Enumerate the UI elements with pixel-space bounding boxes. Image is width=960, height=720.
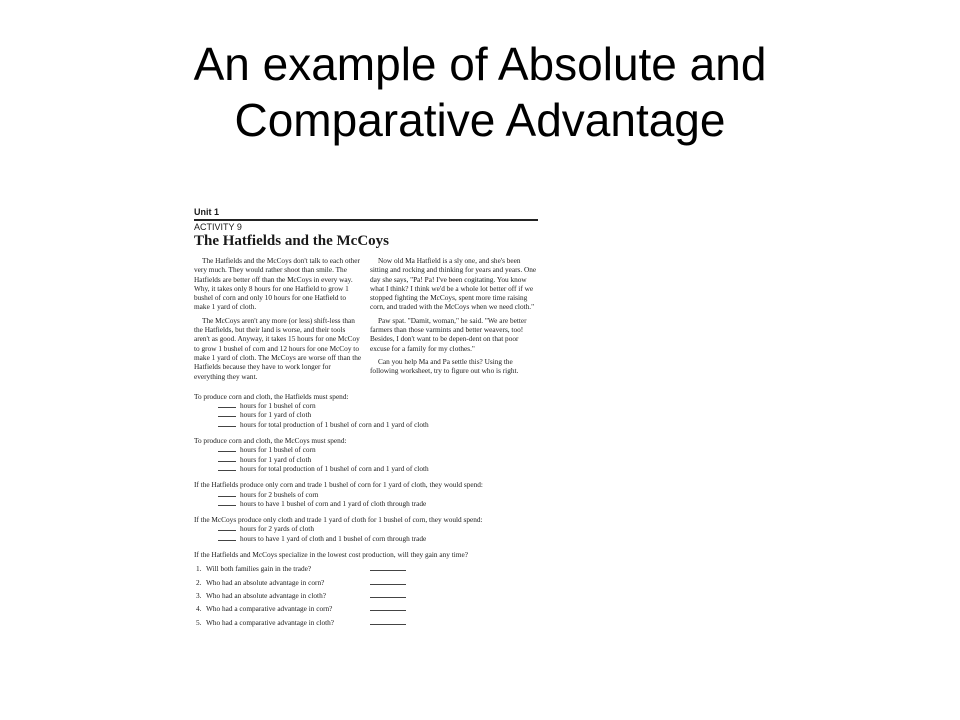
story-columns <box>194 256 538 385</box>
item-text: hours for 1 yard of cloth <box>240 454 312 464</box>
item-text: hours for 2 yards of cloth <box>240 524 314 534</box>
answer-blank[interactable] <box>370 591 406 598</box>
question-row <box>196 591 538 600</box>
question-row <box>196 618 538 627</box>
activity-label: ACTIVITY 9 <box>194 222 242 232</box>
question-text: Will both families gain in the trade? <box>206 564 312 574</box>
answer-blank[interactable] <box>218 464 236 471</box>
worksheet-section <box>194 515 538 543</box>
answer-blank[interactable] <box>370 564 406 571</box>
slide-title-line-2: Comparative Advantage <box>234 94 726 146</box>
story-paragraph: The McCoys aren't any more (or less) shift-less than the Hatfields, but their land is worse, and their tools aren't as good. Anyway, it takes 15 hours for one McCoy to grow 1 bushel of corn and 12 hours for one McCoy to make 1 yard of cloth. The McCoys are worse off than the Hatfields because they have to work longer for everything they want. <box>194 315 362 381</box>
section-heading: If the Hatfields produce only corn and trade 1 bushel of corn for 1 yard of cloth, they would spend: <box>194 480 483 490</box>
question-row <box>196 578 538 587</box>
item-text: hours for total production of 1 bushel of corn and 1 yard of cloth <box>240 419 429 429</box>
fill-in-item <box>218 464 538 473</box>
question-row <box>196 604 538 613</box>
answer-blank[interactable] <box>370 604 406 611</box>
question-number: 1. <box>196 564 202 574</box>
answer-blank[interactable] <box>218 534 236 541</box>
question-text: Who had an absolute advantage in cloth? <box>206 590 326 600</box>
fill-in-item <box>218 455 538 464</box>
answer-blank[interactable] <box>218 420 236 427</box>
answer-blank[interactable] <box>218 445 236 452</box>
answer-blank[interactable] <box>218 490 236 497</box>
answer-blank[interactable] <box>370 578 406 585</box>
story-right-column <box>370 256 538 385</box>
section-heading: To produce corn and cloth, the McCoys must spend: <box>194 436 347 446</box>
story-paragraph: The Hatfields and the McCoys don't talk to each other very much. They would rather shoot than smile. The Hatfields are better off than the McCoys in every way. Why, it takes only 8 hours for one Hatfield to grow 1 bushel of corn and only 10 hours for one Hatfield to make 1 yard of cloth. <box>194 256 360 312</box>
answer-blank[interactable] <box>218 401 236 408</box>
final-question: If the Hatfields and McCoys specialize in the lowest cost production, will they gain any time? <box>194 550 468 560</box>
question-number: 2. <box>196 577 202 587</box>
question-number: 5. <box>196 617 202 627</box>
fill-in-item <box>218 445 538 454</box>
fill-in-item <box>218 420 538 429</box>
fill-in-item <box>218 499 538 508</box>
answer-blank[interactable] <box>218 410 236 417</box>
worksheet-section <box>194 480 538 508</box>
story-paragraph: Can you help Ma and Pa settle this? Using the following worksheet, try to figure out who is right. <box>370 356 519 376</box>
item-text: hours for 2 bushels of corn <box>240 489 319 499</box>
unit-label: Unit 1 <box>194 207 220 217</box>
question-number: 3. <box>196 590 202 600</box>
answer-blank[interactable] <box>218 455 236 462</box>
item-text: hours to have 1 yard of cloth and 1 bushel of corn through trade <box>240 533 427 543</box>
section-heading: If the McCoys produce only cloth and trade 1 yard of cloth for 1 bushel of corn, they would spend: <box>194 515 483 525</box>
worksheet-page <box>194 208 538 678</box>
fill-in-item <box>218 401 538 410</box>
story-left-column <box>194 256 362 385</box>
story-paragraph: Paw spat. "Damit, woman," he said. "We are better farmers than those varmints and better weavers, too! Besides, I don't want to be depen-dent on that poor excuse for a family for my clothes." <box>370 315 527 353</box>
question-text: Who had a comparative advantage in corn? <box>206 604 333 614</box>
item-text: hours for 1 bushel of corn <box>240 445 316 455</box>
section-heading: To produce corn and cloth, the Hatfields must spend: <box>194 391 349 401</box>
story-paragraph: Now old Ma Hatfield is a sly one, and she's been sitting and rocking and thinking for years and years. One day she says, "Pa! Pa! I've been cogitating. You know what I think? I think we'd be a whole lot better off if we stopped fighting the McCoys, spent more time raising corn, and traded with the McCoys when we need cloth." <box>370 256 537 312</box>
answer-blank[interactable] <box>218 499 236 506</box>
question-text: Who had an absolute advantage in corn? <box>206 577 325 587</box>
worksheet-section <box>194 436 538 473</box>
fill-in-item <box>218 524 538 533</box>
fill-in-item <box>218 410 538 419</box>
worksheet-section <box>194 392 538 429</box>
fill-in-item <box>218 534 538 543</box>
slide-title <box>0 36 960 148</box>
question-number: 4. <box>196 604 202 614</box>
answer-blank[interactable] <box>370 618 406 625</box>
item-text: hours for 1 yard of cloth <box>240 410 312 420</box>
fill-in-item <box>218 490 538 499</box>
worksheet-title: The Hatfields and the McCoys <box>194 233 389 249</box>
item-text: hours for 1 bushel of corn <box>240 401 316 411</box>
answer-blank[interactable] <box>218 524 236 531</box>
question-text: Who had a comparative advantage in cloth? <box>206 617 335 627</box>
header-rule <box>194 219 538 221</box>
item-text: hours for total production of 1 bushel of corn and 1 yard of cloth <box>240 463 429 473</box>
question-section <box>194 550 538 627</box>
item-text: hours to have 1 bushel of corn and 1 yard of cloth through trade <box>240 498 427 508</box>
question-row <box>196 564 538 573</box>
slide-title-line-1: An example of Absolute and <box>193 38 767 90</box>
